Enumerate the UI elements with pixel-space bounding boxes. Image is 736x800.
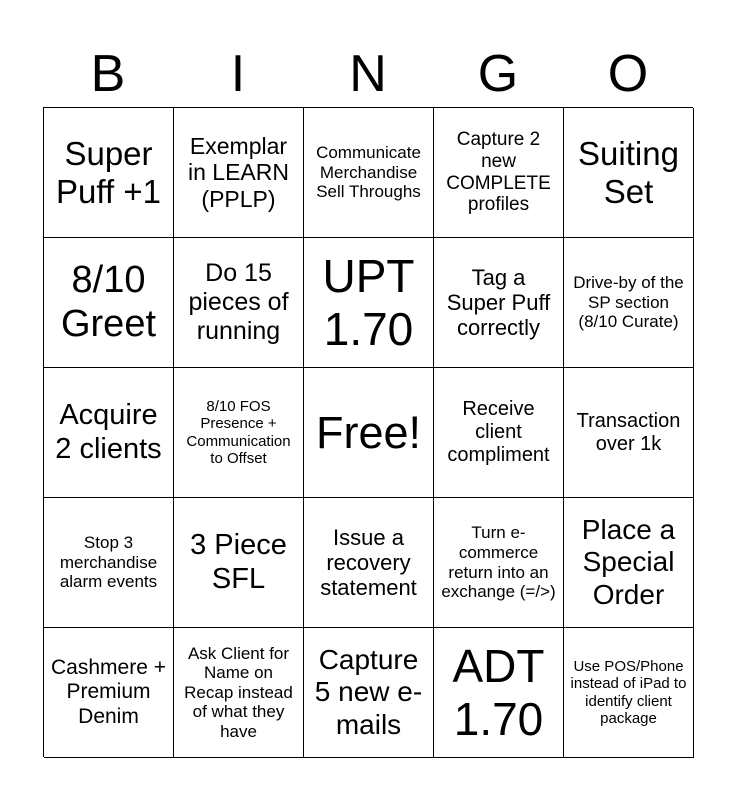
cell-text: Place a Special Order [581,514,676,610]
cell-text: Stop 3 merchandise alarm events [59,533,158,592]
cell-text: Free! [315,406,422,458]
header-letter-o: O [607,45,649,103]
bingo-cell[interactable] [174,238,304,368]
cell-text: Ask Client for Name on Recap instead of what they have [184,643,293,741]
bingo-cell[interactable] [44,108,174,238]
bingo-cell[interactable] [174,498,304,628]
bingo-cell[interactable] [564,368,694,498]
bingo-cell[interactable] [434,498,564,628]
cell-text: 8/10 Greet [60,258,157,345]
cell-text: Transaction over 1k [576,409,681,455]
bingo-cell[interactable] [564,628,694,758]
cell-text: Exemplar in LEARN (PPLP) [188,132,289,212]
bingo-cell[interactable] [304,498,434,628]
cell-text: Do 15 pieces of running [188,259,289,345]
cell-text: Acquire 2 clients [55,399,162,465]
bingo-cell[interactable] [304,368,434,498]
cell-text: Communicate Merchandise Sell Throughs [316,143,421,202]
cell-text: Cashmere + Premium Denim [51,656,166,728]
bingo-cell[interactable] [304,238,434,368]
cell-text: Issue a recovery statement [320,524,417,601]
bingo-cell[interactable] [434,108,564,238]
cell-text: Super Puff +1 [56,134,161,210]
bingo-cell[interactable] [434,368,564,498]
bingo-cell[interactable] [174,368,304,498]
bingo-board [43,107,693,757]
cell-text: Use POS/Phone instead of iPad to identify client package [570,658,687,727]
bingo-cell[interactable] [434,628,564,758]
bingo-cell[interactable] [44,238,174,368]
header-letter-g: G [477,45,519,103]
bingo-header [43,40,693,108]
header-letter-b: B [90,45,126,103]
cell-text: Receive client compliment [447,398,550,466]
header-letter-i: I [230,45,246,103]
bingo-cell[interactable] [564,498,694,628]
bingo-cell[interactable] [304,628,434,758]
cell-text: 8/10 FOS Presence + Communication to Offset [186,398,291,467]
bingo-cell[interactable] [174,108,304,238]
bingo-cell[interactable] [44,368,174,498]
cell-text: Turn e-commerce return into an exchange (=/>) [441,523,556,602]
bingo-cell[interactable] [44,498,174,628]
cell-text: 3 Piece SFL [190,529,287,595]
cell-text: Tag a Super Puff correctly [446,264,551,341]
bingo-cell[interactable] [564,238,694,368]
bingo-cell[interactable] [564,108,694,238]
cell-text: ADT 1.70 [452,639,545,745]
bingo-cell[interactable] [304,108,434,238]
bingo-cell[interactable] [174,628,304,758]
cell-text: Capture 2 new COMPLETE profiles [446,128,551,216]
cell-text: Capture 5 new e-mails [314,644,423,740]
cell-text: Suiting Set [578,134,679,210]
bingo-cell[interactable] [434,238,564,368]
cell-text: UPT 1.70 [322,249,415,355]
bingo-cell[interactable] [44,628,174,758]
header-letter-n: N [349,45,387,103]
cell-text: Drive-by of the SP section (8/10 Curate) [573,273,684,332]
